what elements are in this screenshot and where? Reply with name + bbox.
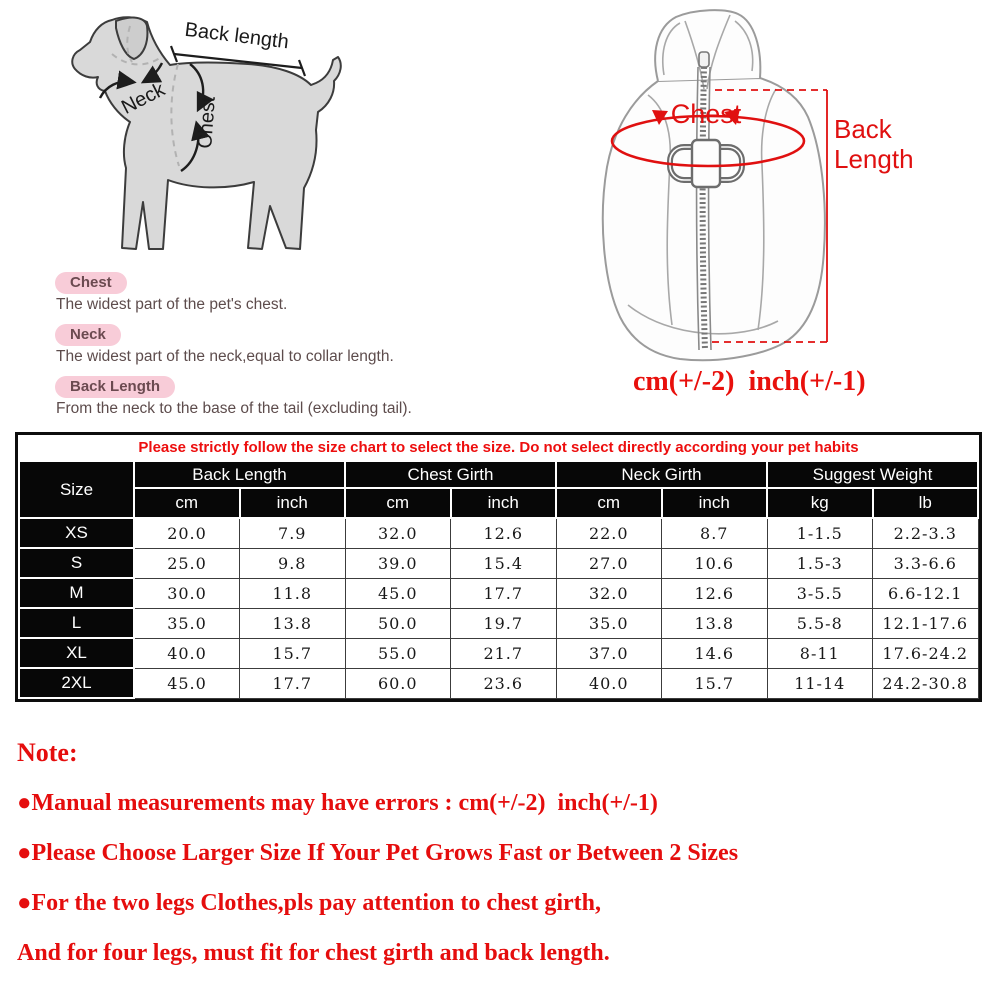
value-cell: 11.8 <box>240 578 346 608</box>
chest-label: Chest <box>194 95 220 150</box>
value-cell: 23.6 <box>451 668 557 698</box>
value-cell: 9.8 <box>240 548 346 578</box>
dog-measurement-diagram <box>50 8 380 273</box>
value-cell: 1-1.5 <box>767 518 873 548</box>
value-cell: 19.7 <box>451 608 557 638</box>
notes-section <box>17 738 738 990</box>
value-cell: 40.0 <box>556 668 662 698</box>
value-cell: 35.0 <box>556 608 662 638</box>
unit-header: inch <box>451 488 557 518</box>
definitions-list <box>55 272 495 428</box>
column-header-neck-girth: Neck Girth <box>556 461 767 488</box>
size-cell: 2XL <box>19 668 134 698</box>
value-cell: 13.8 <box>240 608 346 638</box>
table-row <box>19 548 978 578</box>
value-cell: 2.2-3.3 <box>873 518 979 548</box>
term-description: The widest part of the neck,equal to collar length. <box>56 348 394 365</box>
value-cell: 13.8 <box>662 608 768 638</box>
definition-item <box>55 376 495 418</box>
value-cell: 21.7 <box>451 638 557 668</box>
value-cell: 45.0 <box>345 578 451 608</box>
unit-header: cm <box>345 488 451 518</box>
vest-back-length-label-line2: Length <box>834 144 914 174</box>
value-cell: 35.0 <box>134 608 240 638</box>
unit-header: inch <box>662 488 768 518</box>
unit-header: kg <box>767 488 873 518</box>
value-cell: 6.6-12.1 <box>873 578 979 608</box>
size-cell: XL <box>19 638 134 668</box>
definition-item <box>55 272 495 314</box>
value-cell: 17.7 <box>451 578 557 608</box>
vest-measurement-diagram <box>580 5 925 365</box>
value-cell: 20.0 <box>134 518 240 548</box>
value-cell: 11-14 <box>767 668 873 698</box>
value-cell: 39.0 <box>345 548 451 578</box>
size-chart-table <box>15 432 982 702</box>
note-item: And for four legs, must fit for chest girth and back length. <box>17 940 610 966</box>
table-row <box>19 638 978 668</box>
value-cell: 15.4 <box>451 548 557 578</box>
table-row <box>19 668 978 698</box>
value-cell: 3-5.5 <box>767 578 873 608</box>
table-row <box>19 578 978 608</box>
term-description: The widest part of the pet's chest. <box>56 296 288 313</box>
column-header-suggest-weight: Suggest Weight <box>767 461 978 488</box>
value-cell: 17.7 <box>240 668 346 698</box>
note-item: ●Please Choose Larger Size If Your Pet Grows Fast or Between 2 Sizes <box>17 840 739 866</box>
value-cell: 40.0 <box>134 638 240 668</box>
value-cell: 22.0 <box>556 518 662 548</box>
column-header-back-length: Back Length <box>134 461 345 488</box>
value-cell: 12.6 <box>451 518 557 548</box>
value-cell: 7.9 <box>240 518 346 548</box>
value-cell: 14.6 <box>662 638 768 668</box>
tolerance-note: cm(+/-2) inch(+/-1) <box>633 366 866 397</box>
size-cell: L <box>19 608 134 638</box>
note-title: Note: <box>17 738 78 767</box>
value-cell: 32.0 <box>345 518 451 548</box>
value-cell: 27.0 <box>556 548 662 578</box>
term-pill-neck: Neck <box>55 324 121 346</box>
back-length-label: Back length <box>183 18 290 54</box>
term-description: From the neck to the base of the tail (excluding tail). <box>56 400 412 417</box>
vest-back-length-label-line1: Back <box>834 114 892 144</box>
value-cell: 37.0 <box>556 638 662 668</box>
value-cell: 8.7 <box>662 518 768 548</box>
note-item: ●For the two legs Clothes,pls pay attention to chest girth, <box>17 890 602 916</box>
term-pill-back-length: Back Length <box>55 376 175 398</box>
value-cell: 1.5-3 <box>767 548 873 578</box>
size-chart-caption: Please strictly follow the size chart to select the size. Do not select directly according your pet habits <box>19 435 978 461</box>
table-row <box>19 608 978 638</box>
value-cell: 15.7 <box>240 638 346 668</box>
value-cell: 45.0 <box>134 668 240 698</box>
value-cell: 60.0 <box>345 668 451 698</box>
column-header-chest-girth: Chest Girth <box>345 461 556 488</box>
table-row <box>19 518 978 548</box>
value-cell: 10.6 <box>662 548 768 578</box>
value-cell: 32.0 <box>556 578 662 608</box>
unit-header: lb <box>873 488 979 518</box>
value-cell: 3.3-6.6 <box>873 548 979 578</box>
definition-item <box>55 324 495 366</box>
neck-label: Neck <box>117 78 169 119</box>
unit-header: cm <box>556 488 662 518</box>
value-cell: 55.0 <box>345 638 451 668</box>
term-pill-chest: Chest <box>55 272 127 294</box>
value-cell: 25.0 <box>134 548 240 578</box>
value-cell: 50.0 <box>345 608 451 638</box>
value-cell: 17.6-24.2 <box>873 638 979 668</box>
value-cell: 5.5-8 <box>767 608 873 638</box>
unit-header: cm <box>134 488 240 518</box>
value-cell: 8-11 <box>767 638 873 668</box>
size-cell: S <box>19 548 134 578</box>
value-cell: 24.2-30.8 <box>873 668 979 698</box>
value-cell: 30.0 <box>134 578 240 608</box>
vest-collar <box>655 10 760 81</box>
size-cell: M <box>19 578 134 608</box>
note-item: ●Manual measurements may have errors : cm(+/-2) inch(+/-1) <box>17 790 658 816</box>
size-cell: XS <box>19 518 134 548</box>
value-cell: 12.1-17.6 <box>873 608 979 638</box>
vest-chest-label: Chest <box>670 99 742 129</box>
unit-header: inch <box>240 488 346 518</box>
value-cell: 15.7 <box>662 668 768 698</box>
value-cell: 12.6 <box>662 578 768 608</box>
column-header-size: Size <box>19 461 134 518</box>
